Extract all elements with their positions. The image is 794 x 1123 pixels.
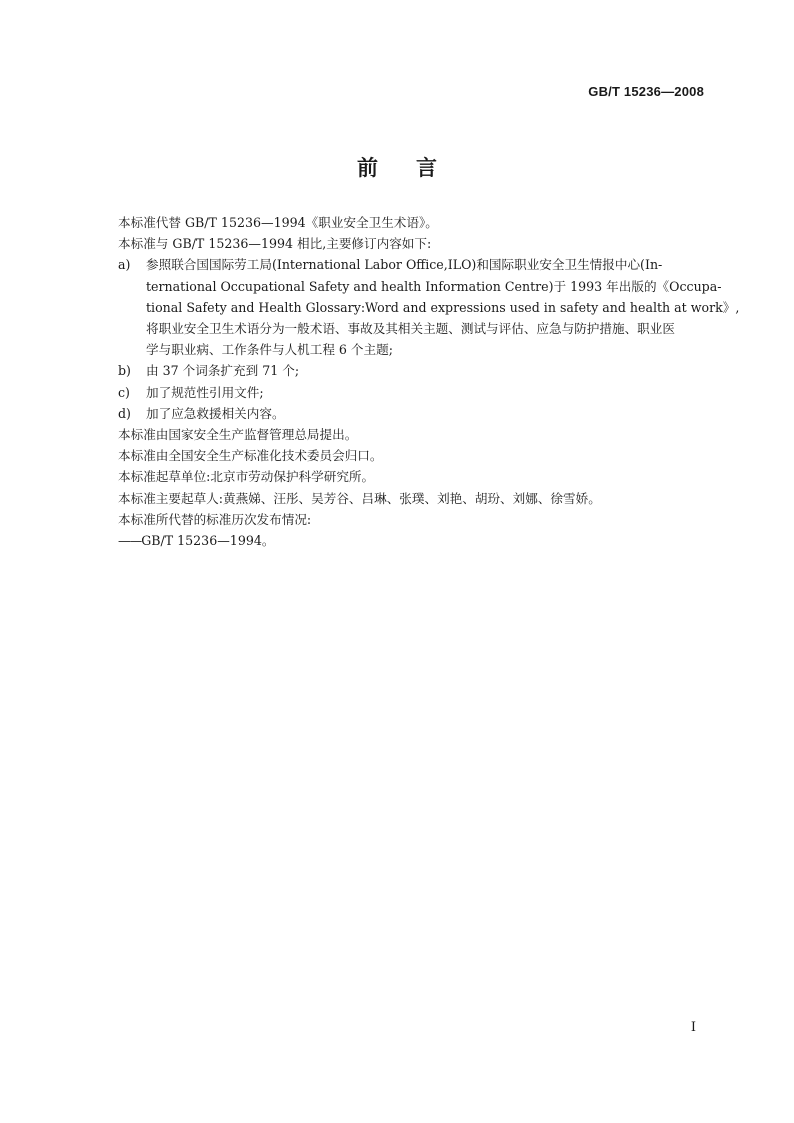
list-item-line: 加了规范性引用文件;	[146, 384, 264, 400]
list-item-text	[146, 403, 704, 424]
list-item-a	[118, 254, 740, 360]
paragraph-managed-by: 本标准由全国安全生产标准化技术委员会归口。	[118, 448, 383, 464]
foreword-body	[118, 212, 740, 551]
list-item-b	[118, 360, 704, 381]
page-number: I	[690, 1020, 696, 1035]
list-item-line: 将职业安全卫生术语分为一般术语、事故及其相关主题、测试与评估、应急与防护措施、职业医	[146, 321, 675, 337]
list-item-line: ternational Occupational Safety and health Information Centre)于 1993 年出版的《Occupa-	[146, 278, 722, 294]
paragraph-drafters: 本标准主要起草人:黄燕娣、汪彤、吴芳谷、吕琳、张璞、刘艳、胡玢、刘娜、徐雪娇。	[118, 490, 601, 506]
list-item-label: d)	[118, 405, 131, 421]
list-item-line: 参照联合国国际劳工局(International Labor Office,ILO)和国际职业安全卫生情报中心(In-	[146, 257, 663, 273]
list-item-d	[118, 403, 704, 424]
standard-code-header: GB/T 15236—2008	[588, 84, 704, 99]
history-entry-text: GB/T 15236—1994。	[141, 533, 275, 549]
list-item-c	[118, 382, 704, 403]
list-item-line: tional Safety and Health Glossary:Word and expressions used in safety and health at work》,	[146, 299, 740, 315]
paragraph-changes-intro: 本标准与 GB/T 15236—1994 相比,主要修订内容如下:	[118, 236, 432, 252]
list-item-label: a)	[118, 257, 131, 273]
paragraph-history-intro: 本标准所代替的标准历次发布情况:	[118, 511, 312, 527]
paragraph-replaces: 本标准代替 GB/T 15236—1994《职业安全卫生术语》。	[118, 215, 438, 230]
page-title: 前言	[357, 155, 475, 180]
paragraph-proposed-by: 本标准由国家安全生产监督管理总局提出。	[118, 427, 358, 443]
list-item-label: c)	[118, 384, 130, 400]
paragraph-drafting-unit: 本标准起草单位:北京市劳动保护科学研究所。	[118, 469, 375, 485]
list-item-line: 加了应急救援相关内容。	[146, 405, 285, 421]
list-item-text	[146, 254, 739, 360]
paragraph-history-entry	[118, 530, 704, 551]
list-item-line: 由 37 个词条扩充到 71 个;	[146, 363, 300, 379]
list-item-line: 学与职业病、工作条件与人机工程 6 个主题;	[146, 342, 393, 358]
em-dash: ——	[118, 533, 142, 549]
list-item-label: b)	[118, 363, 131, 379]
list-item-text	[146, 382, 704, 403]
list-item-text	[146, 360, 704, 381]
